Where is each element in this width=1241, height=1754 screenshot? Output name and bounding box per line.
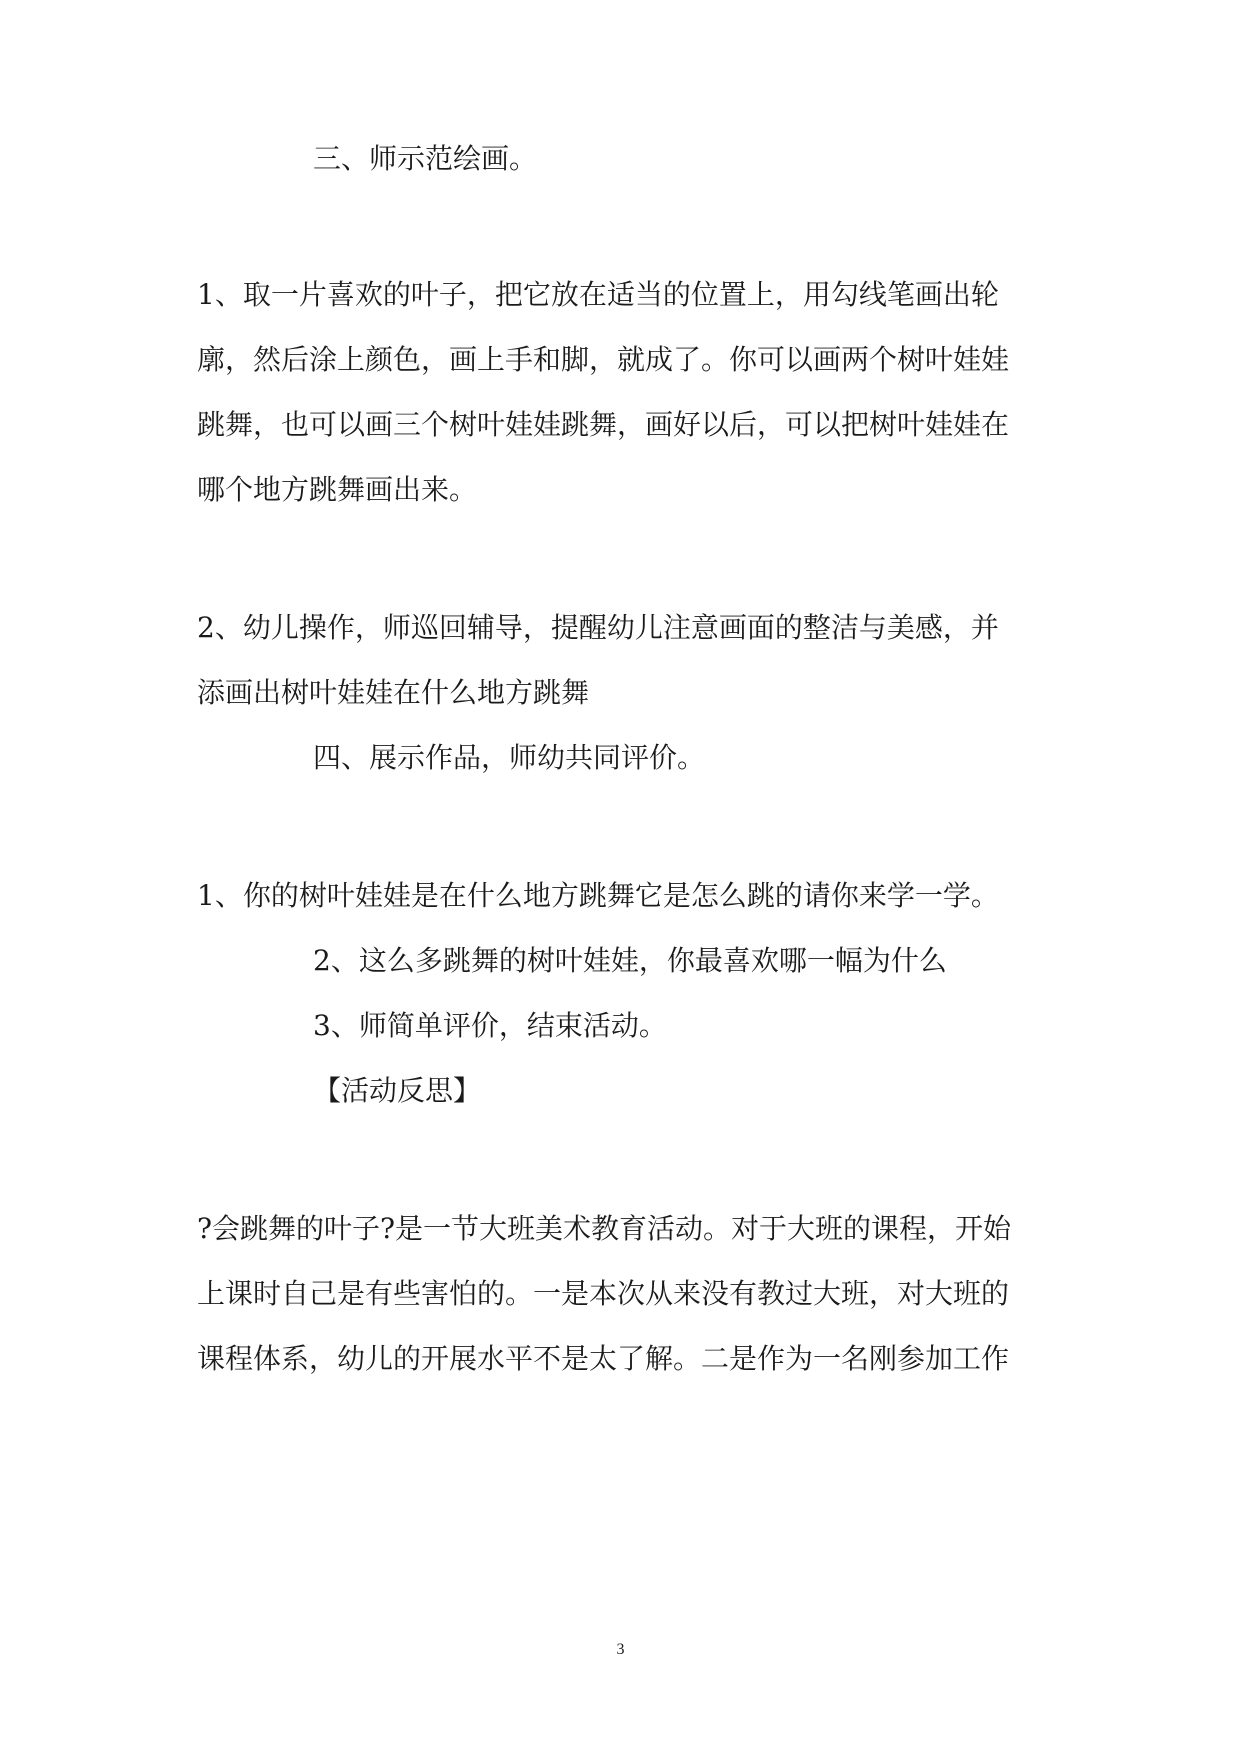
page-number: 3 [616, 1641, 625, 1658]
paragraph-line: 添画出树叶娃娃在什么地方跳舞 [197, 676, 590, 709]
paragraph-line: 廓，然后涂上颜色，画上手和脚，就成了。你可以画两个树叶娃娃 [197, 343, 1010, 376]
paragraph-line: 跳舞，也可以画三个树叶娃娃跳舞，画好以后，可以把树叶娃娃在 [197, 408, 1010, 441]
list-item: 2、这么多跳舞的树叶娃娃，你最喜欢哪一幅为什么 [313, 944, 947, 977]
paragraph-line: 1、取一片喜欢的叶子，把它放在适当的位置上，用勾线笔画出轮 [197, 278, 999, 311]
list-item: 1、你的树叶娃娃是在什么地方跳舞它是怎么跳的请你来学一学。 [197, 879, 999, 912]
list-item: 3、师简单评价，结束活动。 [313, 1009, 667, 1042]
paragraph-line: 哪个地方跳舞画出来。 [197, 473, 478, 506]
section-heading-3: 三、师示范绘画。 [313, 142, 538, 175]
paragraph-line: ?会跳舞的叶子?是一节大班美术教育活动。对于大班的课程，开始 [197, 1212, 1012, 1245]
paragraph-line: 课程体系，幼儿的开展水平不是太了解。二是作为一名刚参加工作 [197, 1342, 1010, 1375]
section-heading-4: 四、展示作品，师幼共同评价。 [313, 741, 706, 774]
paragraph-line: 2、幼儿操作，师巡回辅导，提醒幼儿注意画面的整洁与美感，并 [197, 611, 999, 644]
reflection-heading: 【活动反思】 [313, 1074, 482, 1107]
paragraph-line: 上课时自己是有些害怕的。一是本次从来没有教过大班，对大班的 [197, 1277, 1010, 1310]
